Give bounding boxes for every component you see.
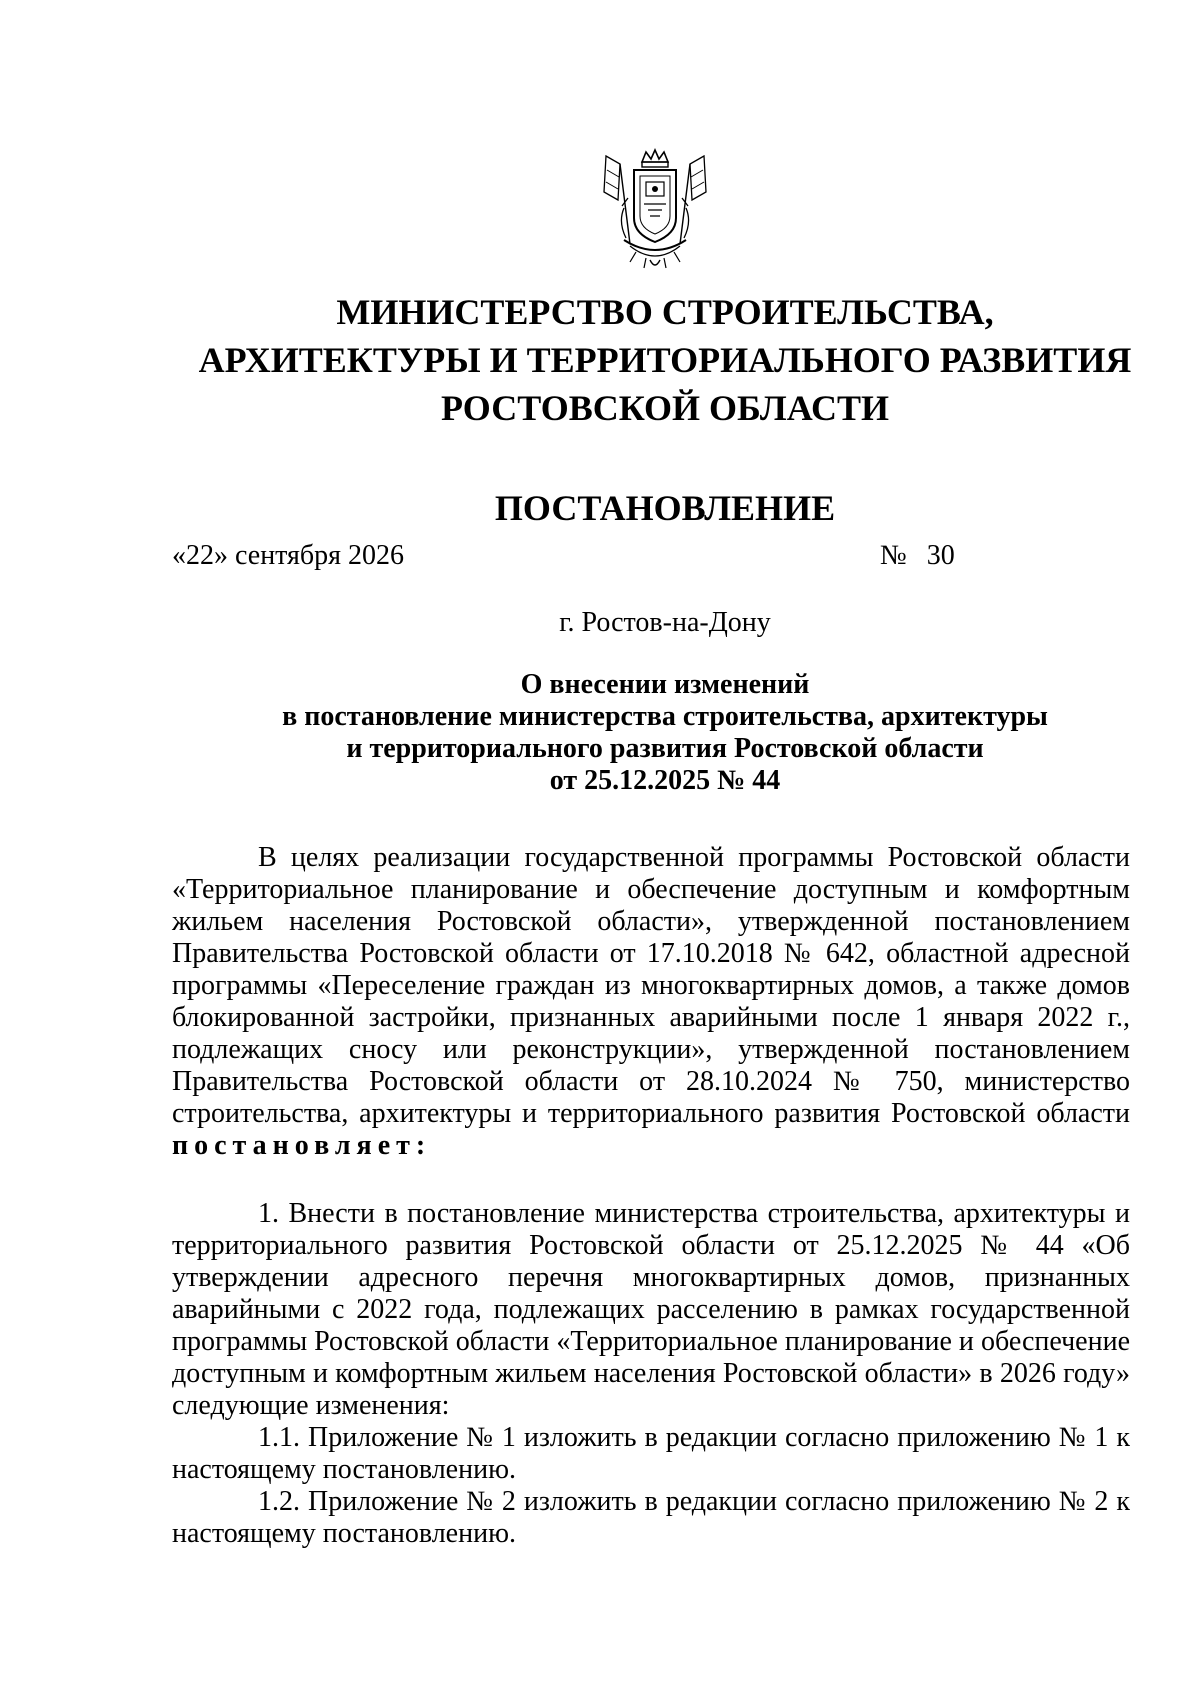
ministry-name-line-2: АРХИТЕКТУРЫ И ТЕРРИТОРИАЛЬНОГО РАЗВИТИЯ: [198, 340, 1132, 380]
document-city: г. Ростов-на-Дону: [559, 607, 771, 638]
document-type-heading: ПОСТАНОВЛЕНИЕ: [494, 488, 836, 528]
number-value: 30: [926, 540, 955, 571]
document-subject: [150, 669, 1180, 797]
item-1-2-paragraph: 1.2. Приложение № 2 изложить в редакции согласно приложению № 2 к настоящему постановлению.: [172, 1486, 1130, 1549]
subject-line-1: О внесении изменений: [520, 669, 810, 700]
subject-line-2: в постановление министерства строительства, архитектуры: [282, 701, 1048, 732]
item-1-paragraph: 1. Внести в постановление министерства строительства, архитектуры и территориального развития Ростовской области от 25.12.2025 № 44 «Об утверждении адресного перечня многоквартирных домов, признанных аварийными с 2022 года, подлежащих расселению в рамках государственной программы Ростовской области «Территориальное планирование и обеспечение доступным и комфортным жильем населения Ростовской области» в 2026 году» следующие изменения:: [172, 1198, 1130, 1421]
subject-line-4: от 25.12.2025 № 44: [549, 765, 781, 796]
document-date: «22» сентября 2026: [172, 540, 405, 571]
coat-of-arms-emblem: [600, 148, 710, 272]
number-sign: №: [880, 540, 907, 571]
intro-text: В целях реализации государственной программы Ростовской области «Территориальное планирование и обеспечение доступным и комфортным жильем населения Ростовской области», утвержденной постановлением Правительства Ростовской области от 17.10.2018 № 642, областной адресной программы «Переселение граждан из многоквартирных домов, а также домов блокированной застройки, признанных аварийными после 1 января 2022 г., подлежащих сносу или реконструкции», утвержденной постановлением Правительства Ростовской области от 28.10.2024 № 750, министерство строительства, архитектуры и территориального развития Ростовской области: [172, 842, 1130, 1129]
ministry-name-line-1: МИНИСТЕРСТВО СТРОИТЕЛЬСТВА,: [336, 292, 994, 332]
subject-line-3: и территориального развития Ростовской области: [346, 733, 984, 764]
document-body: [172, 842, 1130, 1550]
decree-word: постановляет:: [172, 1130, 432, 1161]
item-1-1-paragraph: 1.1. Приложение № 1 изложить в редакции согласно приложению № 1 к настоящему постановлению.: [172, 1422, 1130, 1485]
ministry-name-line-3: РОСТОВСКОЙ ОБЛАСТИ: [441, 388, 889, 428]
document-number: [880, 538, 955, 574]
ministry-name: [150, 288, 1180, 432]
intro-paragraph: [172, 842, 1130, 1162]
